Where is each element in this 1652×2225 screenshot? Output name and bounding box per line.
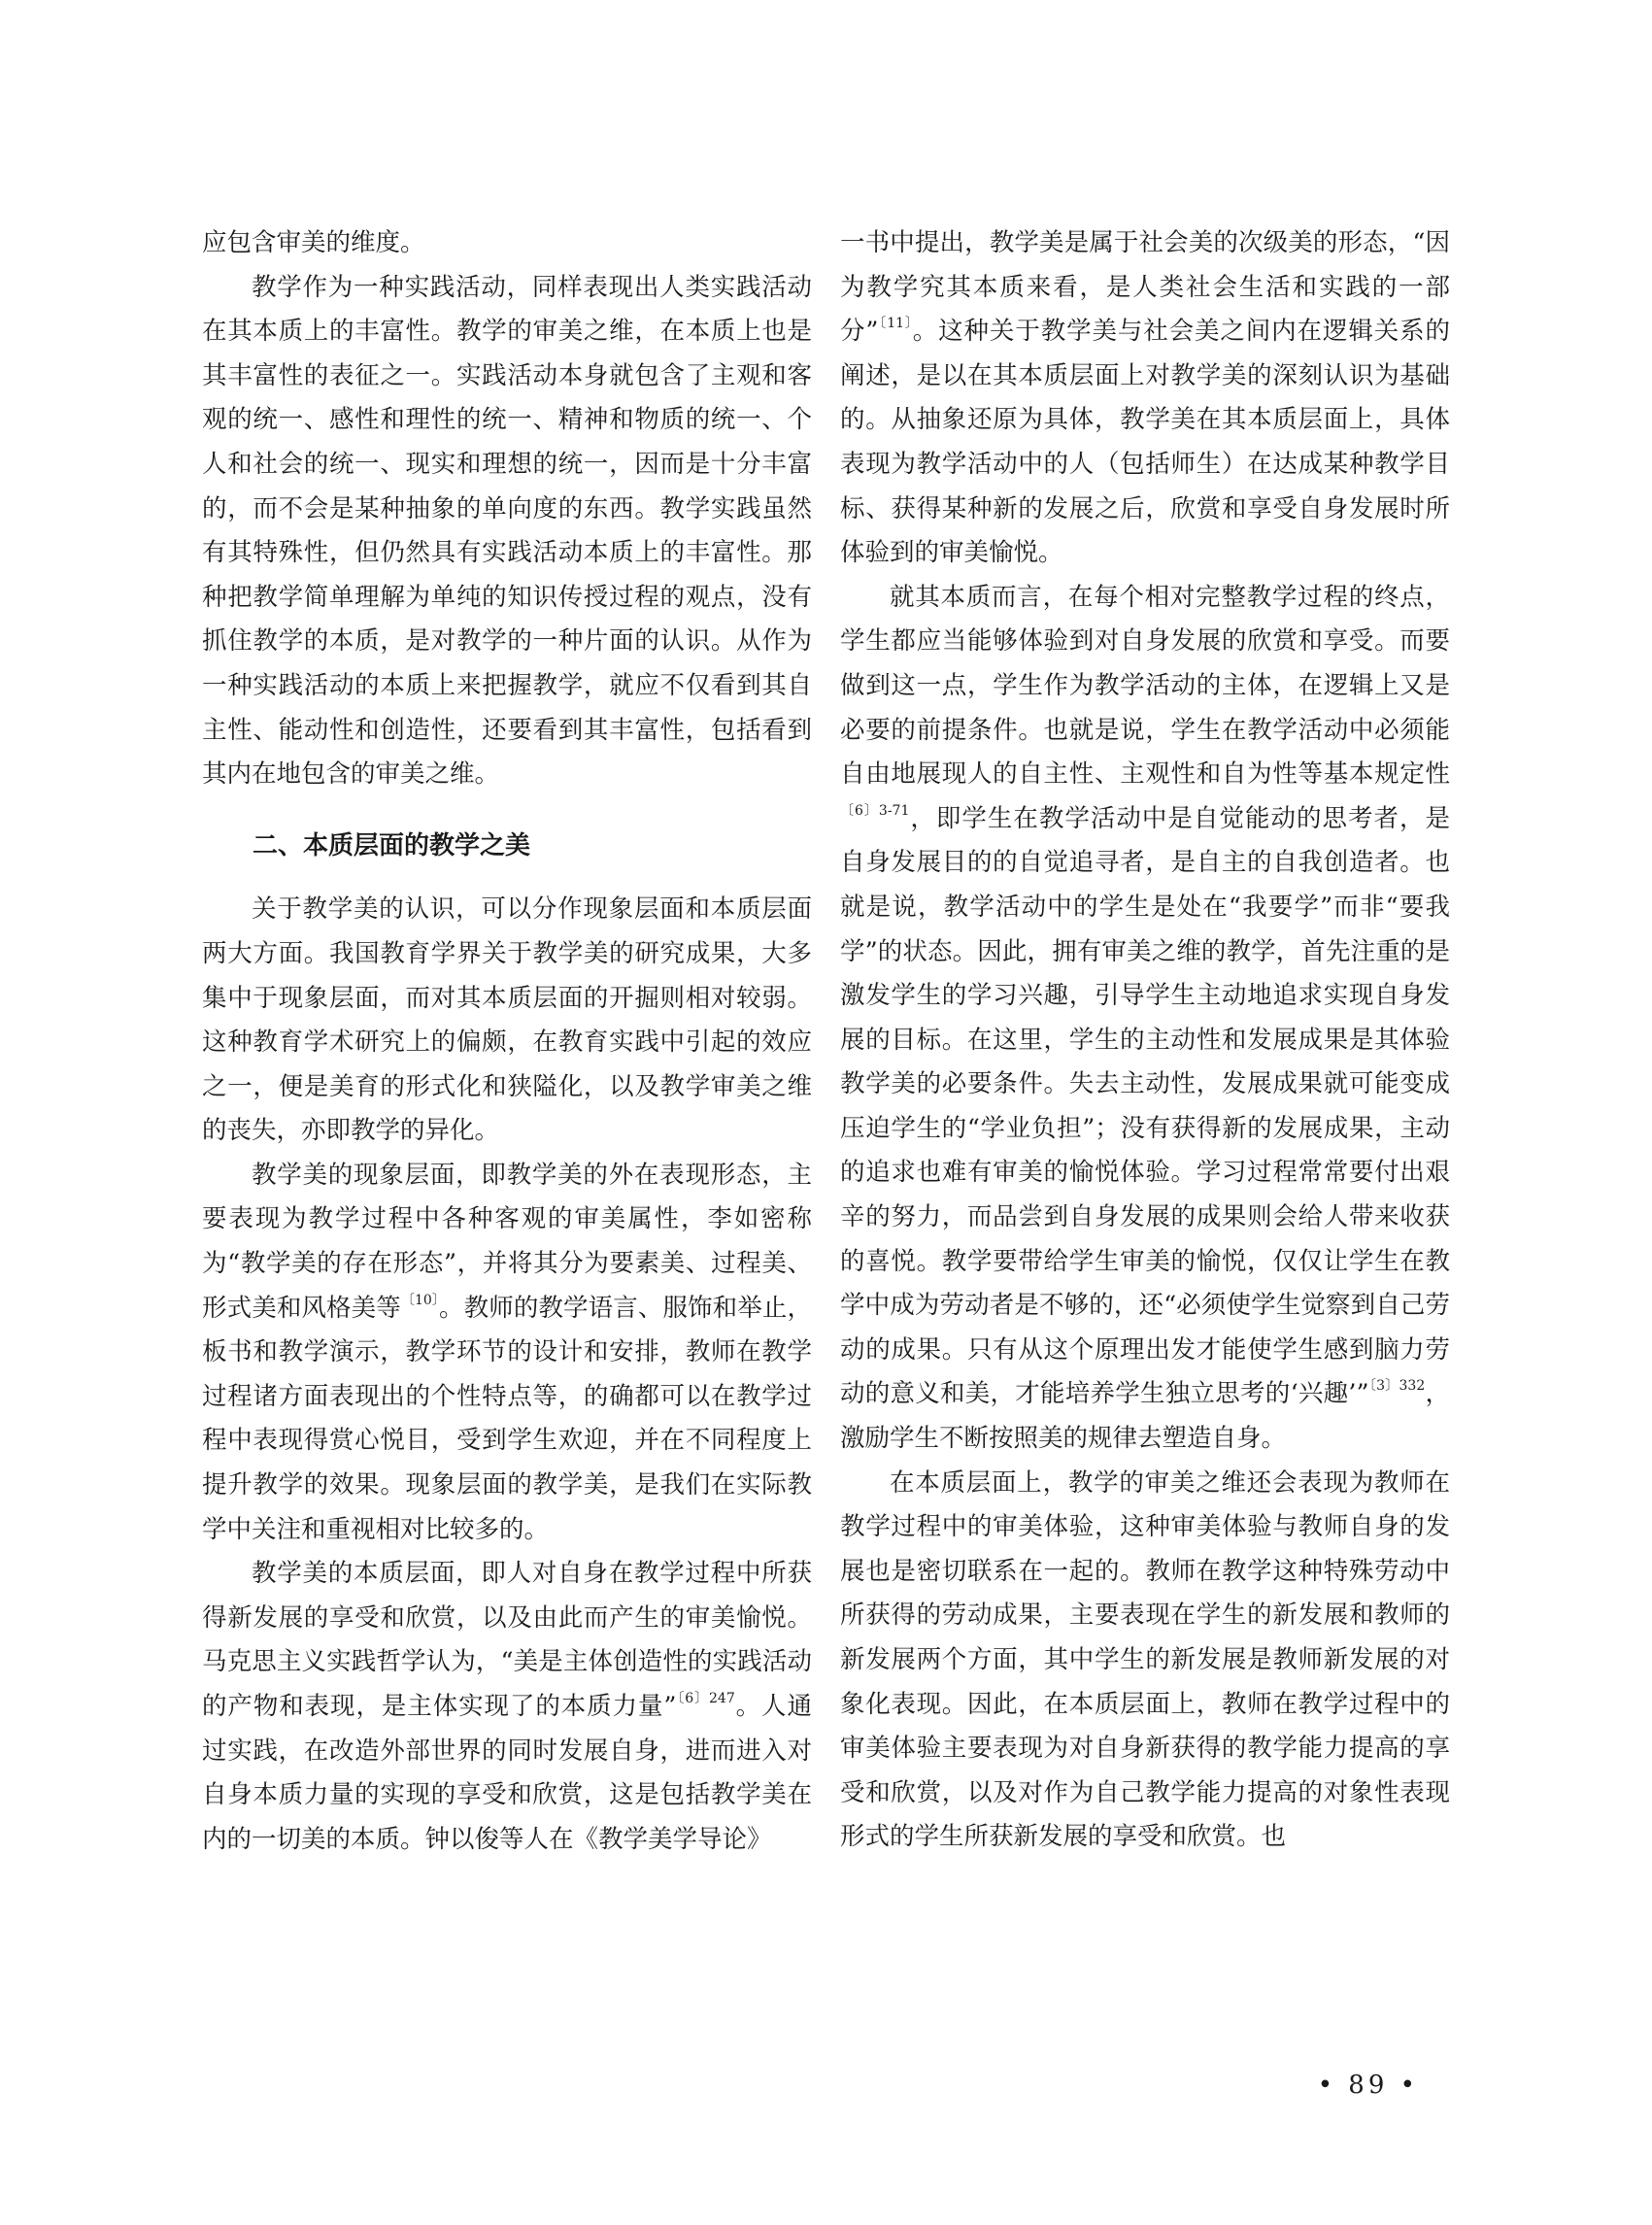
paragraph-continuation: 应包含审美的维度。: [202, 228, 425, 257]
page-number: • 89 •: [1317, 2071, 1419, 2100]
citation-6-247: 〔6〕247: [676, 1691, 735, 1706]
paragraph-practice-richness: 教学作为一种实践活动，同样表现出人类实践活动在其本质上的丰富性。教学的审美之维，在本质上也是其丰富性的表征之一。实践活动本身就包含了主观和客观的统一、感性和理性的统一、精神和物质的统一、个人和社会的统一、现实和理想的统一，因而是十分丰富的，而不会是某种抽象的单向度的东西。教学实践虽然有其特殊性，但仍然具有实践活动本质上的丰富性。那种把教学简单理解为单纯的知识传授过程的观点，没有抓住教学的本质，是对教学的一种片面的认识。从作为一种实践活动的本质上来把握教学，就应不仅看到其自主性、能动性和创造性，还要看到其丰富性，包括看到其内在地包含的审美之维。: [202, 272, 812, 790]
text-segment: 教学美的现象层面，即教学美的外在表现形态，主要表现为教学过程中各种客观的审美属性，李如密称为“教学美的存在形态”，并将其分为要素美、过程美、形式美和风格美等: [202, 1160, 812, 1323]
text-segment: 。教师的教学语言、服饰和举止，板书和教学演示，教学环节的设计和安排，教师在教学过程诸方面表现出的个性特点等，的确都可以在教学过程中表现得赏心悦目，受到学生欢迎，并在不同程度上提升教学的效果。现象层面的教学美，是我们在实际教学中关注和重视相对比较多的。: [202, 1293, 812, 1544]
text-segment: 。这种关于教学美与社会美之间内在逻辑关系的阐述，是以在其本质层面上对教学美的深刻认识为基础的。从抽象还原为具体，教学美在其本质层面上，具体表现为教学活动中的人（包括师生）在达成某种教学目标、获得某种新的发展之后，欣赏和享受自身发展时所体验到的审美愉悦。: [840, 317, 1450, 568]
text-segment: 教学美的本质层面，即人对自身在教学过程中所获得新发展的享受和欣赏，以及由此而产生的审美愉悦。马克思主义实践哲学认为，“美是主体创造性的实践活动的产物和表现，是主体实现了的本质力量”: [202, 1559, 812, 1721]
text-segment: 一书中提出，教学美是属于社会美的次级美的形态，“因为教学究其本质来看，是人类社会生活和实践的一部分”: [840, 228, 1450, 347]
paragraph-two-levels: 关于教学美的认识，可以分作现象层面和本质层面两大方面。我国教育学界关于教学美的研究成果，大多集中于现象层面，而对其本质层面的开掘则相对较弱。这种教育学术研究上的偏颇，在教育实践中引起的效应之一，便是美育的形式化和狭隘化，以及教学审美之维的丧失，亦即教学的异化。: [202, 894, 812, 1146]
paragraph-phenomenon-level: [202, 1154, 812, 1552]
citation-3-332: 〔3〕332: [1368, 1378, 1426, 1395]
left-column: [202, 221, 812, 1862]
citation-11: 〔11〕: [878, 316, 913, 332]
paragraph-social-beauty: [840, 221, 1450, 576]
citation-6-3-71: 〔6〕3-71: [840, 802, 910, 819]
paragraph-student-subject: [840, 576, 1450, 1462]
paragraph-essence-level: [202, 1552, 812, 1862]
text-segment: 就其本质而言，在每个相对完整教学过程的终点，学生都应当能够体验到对自身发展的欣赏和享受。而要做到这一点，学生作为教学活动的主体，在逻辑上又是必要的前提条件。也就是说，学生在教学活动中必须能自由地展现人的自主性、主观性和自为性等基本规定性: [840, 582, 1450, 790]
text-segment: ，激励学生不断按照美的规律去塑造自身。: [840, 1379, 1450, 1454]
citation-10: 〔10〕: [400, 1292, 439, 1308]
text-segment: 。人通过实践，在改造外部世界的同时发展自身，进而进入对自身本质力量的实现的享受和欣赏，这是包括教学美在内的一切美的本质。钟以俊等人在《教学美学导论》: [202, 1692, 812, 1854]
paragraph-teacher-experience: 在本质层面上，教学的审美之维还会表现为教师在教学过程中的审美体验，这种审美体验与教师自身的发展也是密切联系在一起的。教师在教学这种特殊劳动中所获得的劳动成果，主要表现在学生的新发展和教师的新发展两个方面，其中学生的新发展是教师新发展的对象化表现。因此，在本质层面上，教师在教学过程中的审美体验主要表现为对自身新获得的教学能力提高的享受和欣赏，以及对作为自己教学能力提高的对象性表现形式的学生所获新发展的享受和欣赏。也: [840, 1467, 1450, 1852]
section-heading: 二、本质层面的教学之美: [253, 830, 531, 860]
right-column: [840, 221, 1450, 1860]
text-segment: ，即学生在教学活动中是自觉能动的思考者，是自身发展目的的自觉追寻者，是自主的自我创造者。也就是说，教学活动中的学生是处在“我要学”而非“要我学”的状态。因此，拥有审美之维的教学，首先注重的是激发学生的学习兴趣，引导学生主动地追求实现自身发展的目标。在这里，学生的主动性和发展成果是其体验教学美的必要条件。失去主动性，发展成果就可能变成压迫学生的“学业负担”；没有获得新的发展成果，主动的追求也难有审美的愉悦体验。学习过程常常要付出艰辛的努力，而品尝到自身发展的成果则会给人带来收获的喜悦。教学要带给学生审美的愉悦，仅仅让学生在教学中成为劳动者是不够的，还“必须使学生觉察到自己劳动的成果。只有从这个原理出发才能使学生感到脑力劳动的意义和美，才能培养学生独立思考的‘兴趣’”: [840, 803, 1450, 1409]
